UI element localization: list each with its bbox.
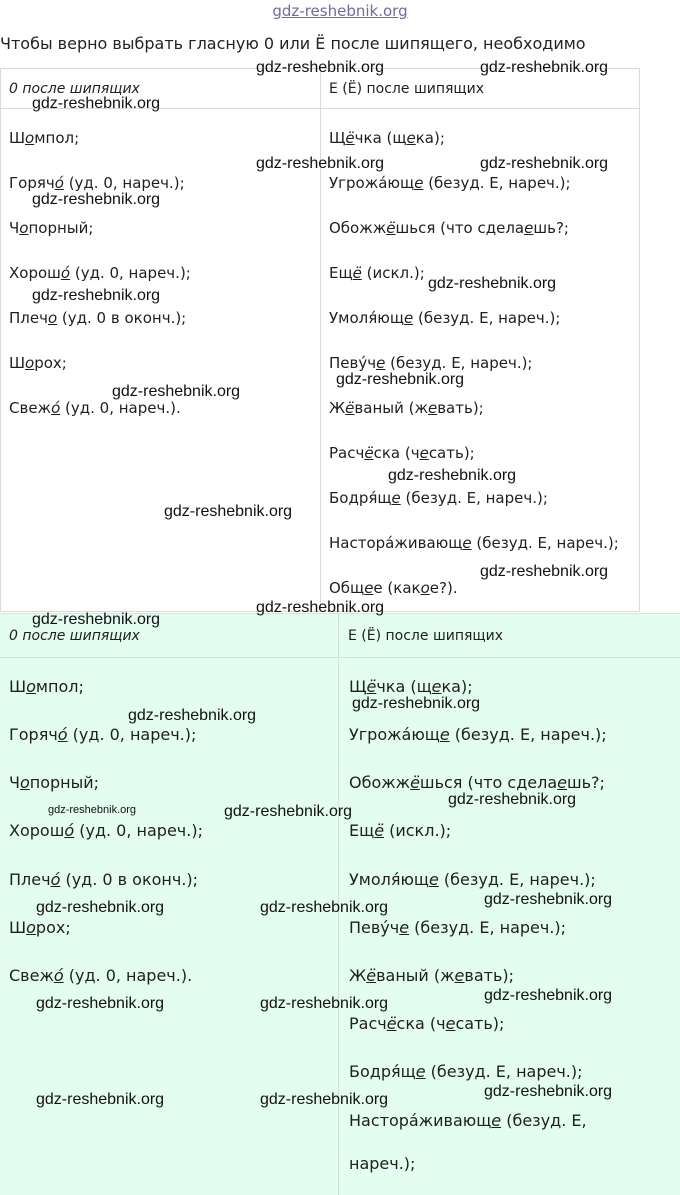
example-row: Шомпол;	[9, 129, 80, 147]
example-row: Обожжёшься (что сделаешь?;	[349, 773, 605, 792]
watermark: gdz-reshebnik.org	[112, 383, 241, 400]
example-row: Плечо́ (уд. 0 в оконч.);	[9, 870, 199, 889]
example-row: Ещё (искл.);	[349, 821, 452, 840]
example-row: Горячо́ (уд. 0, нареч.);	[9, 725, 197, 744]
example-row: Расчёска (чесать);	[329, 444, 475, 462]
watermark: gdz-reshebnik.org	[448, 791, 577, 808]
example-row: нареч.);	[349, 1154, 416, 1173]
column-o-after-sibilants	[1, 69, 321, 611]
example-row: Ещё (искл.);	[329, 264, 425, 282]
example-row: Свежо́ (уд. 0, нареч.).	[9, 966, 193, 985]
watermark: gdz-reshebnik.org	[32, 95, 161, 112]
example-row: Певу́че (безуд. Е, нареч.);	[329, 354, 533, 372]
intro-text: Чтобы верно выбрать гласную 0 или Ё после шипящего, необходимо	[0, 34, 586, 53]
watermark: gdz-reshebnik.org	[480, 59, 609, 76]
watermark: gdz-reshebnik.org	[128, 707, 257, 724]
watermark: gdz-reshebnik.org	[32, 287, 161, 304]
example-row: Расчёска (чесать);	[349, 1014, 505, 1033]
example-row: Горячо́ (уд. 0, нареч.);	[9, 174, 185, 192]
example-row: Щёчка (щека);	[349, 677, 473, 696]
watermark: gdz-reshebnik.org	[256, 59, 385, 76]
rules-table-1	[0, 68, 640, 612]
watermark: gdz-reshebnik.org	[36, 899, 165, 916]
watermark: gdz-reshebnik.org	[260, 899, 389, 916]
watermark: gdz-reshebnik.org	[36, 995, 165, 1012]
example-row: Хорошо́ (уд. 0, нареч.);	[9, 264, 191, 282]
example-row: Чопорный;	[9, 219, 94, 237]
watermark: gdz-reshebnik.org	[260, 1091, 389, 1108]
watermark: gdz-reshebnik.org	[32, 611, 161, 628]
column-e-after-sibilants	[321, 69, 639, 611]
example-row: Жёваный (жевать);	[349, 966, 515, 985]
example-row: Жёваный (жевать);	[329, 399, 484, 417]
watermark: gdz-reshebnik.org	[336, 371, 465, 388]
example-row: Обожжёшься (что сделаешь?;	[329, 219, 569, 237]
example-row: Хорошо́ (уд. 0, нареч.);	[9, 821, 203, 840]
watermark: gdz-reshebnik.org	[388, 467, 517, 484]
watermark: gdz-reshebnik.org	[484, 1083, 613, 1100]
watermark: gdz-reshebnik.org	[256, 155, 385, 172]
column-header: Е (Ё) после шипящих	[321, 69, 639, 109]
watermark: gdz-reshebnik.org	[36, 1091, 165, 1108]
example-row: Свежо́ (уд. 0, нареч.).	[9, 399, 181, 417]
watermark: gdz-reshebnik.org	[260, 995, 389, 1012]
site-watermark-link[interactable]: gdz-reshebnik.org	[272, 2, 408, 20]
example-row: Настора́живающе (безуд. Е, нареч.);	[329, 534, 619, 552]
example-row: Общее (какое?).	[329, 579, 458, 597]
example-row: Чопорный;	[9, 773, 100, 792]
example-row: Умоля́юще (безуд. Е, нареч.);	[329, 309, 561, 327]
watermark: gdz-reshebnik.org	[352, 695, 481, 712]
example-row: Плечо (уд. 0 в оконч.);	[9, 309, 187, 327]
example-row: Шомпол;	[9, 677, 84, 696]
example-row: Угрожа́юще (безуд. Е, нареч.);	[329, 174, 571, 192]
example-row: Умоля́юще (безуд. Е, нареч.);	[349, 870, 596, 889]
example-row: Шорох;	[9, 918, 71, 937]
example-row: Бодря́ще (безуд. Е, нареч.);	[349, 1062, 583, 1081]
watermark: gdz-reshebnik.org	[428, 275, 557, 292]
watermark: gdz-reshebnik.org	[480, 155, 609, 172]
column-header: Е (Ё) после шипящих	[339, 614, 680, 658]
watermark: gdz-reshebnik.org	[480, 563, 609, 580]
example-row: Шорох;	[9, 354, 67, 372]
example-row: Бодря́ще (безуд. Е, нареч.);	[329, 489, 548, 507]
watermark: gdz-reshebnik.org	[484, 891, 613, 908]
watermark: gdz-reshebnik.org	[484, 987, 613, 1004]
watermark: gdz-reshebnik.org	[256, 599, 385, 616]
example-row: Угрожа́юще (безуд. Е, нареч.);	[349, 725, 607, 744]
column-header: 0 после шипящих	[0, 614, 338, 658]
example-row: Певу́че (безуд. Е, нареч.);	[349, 918, 567, 937]
example-row: Щёчка (щека);	[329, 129, 445, 147]
example-row: Настора́живающе (безуд. Е,	[349, 1111, 587, 1130]
watermark: gdz-reshebnik.org	[224, 803, 353, 820]
watermark: gdz-reshebnik.org	[164, 503, 293, 520]
watermark: gdz-reshebnik.org	[48, 804, 137, 816]
watermark: gdz-reshebnik.org	[32, 191, 161, 208]
column-header: 0 после шипящих	[1, 69, 320, 109]
